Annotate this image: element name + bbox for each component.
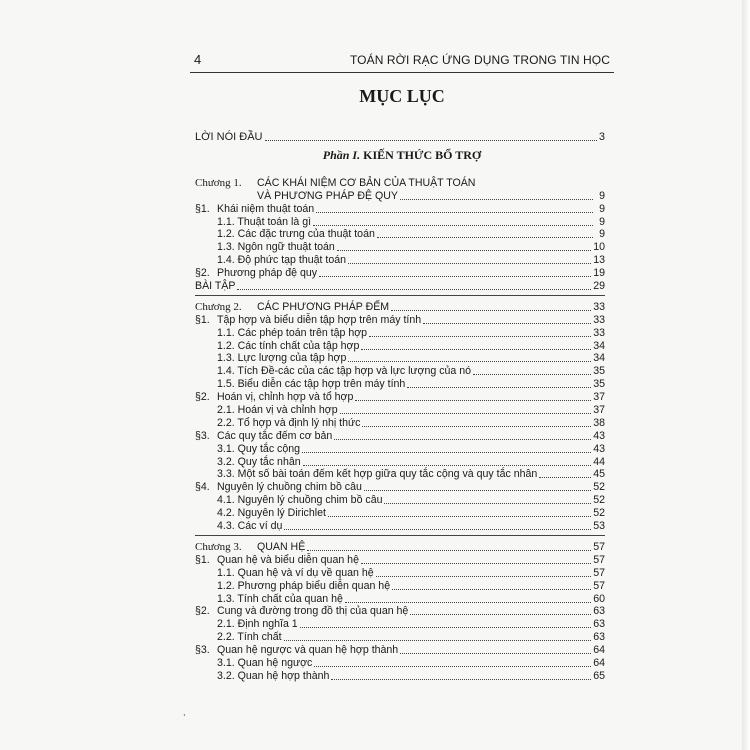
subsection-entry xyxy=(195,326,605,339)
subsection-title: 1.4. Độ phức tạp thuật toán xyxy=(217,254,347,267)
subsection-entry xyxy=(195,416,605,429)
entry-page: 64 xyxy=(593,644,605,657)
section-entry xyxy=(195,643,605,656)
subsection-entry xyxy=(195,617,605,630)
chapter-number: Chương 1. xyxy=(195,176,242,189)
subsection-entry xyxy=(195,364,605,377)
entry-page: 37 xyxy=(593,404,605,417)
printer-mark: , xyxy=(183,707,186,717)
entry-page: 9 xyxy=(599,228,605,241)
entry-page: 33 xyxy=(593,326,605,339)
entry-page: 52 xyxy=(593,481,605,494)
subsection-title: 1.1. Các phép toán trên tập hợp xyxy=(217,326,368,339)
entry-page: 35 xyxy=(593,378,605,391)
section-entry xyxy=(195,553,605,566)
subsection-title: 1.2. Các đặc trưng của thuật toán xyxy=(217,228,375,241)
section-title: Tập hợp và biểu diễn tập hợp trên máy tính xyxy=(217,313,422,326)
section-entry xyxy=(195,429,605,442)
section-title: Khái niệm thuật toán xyxy=(217,202,315,215)
section-title: Quan hệ ngược và quan hệ hợp thành xyxy=(217,644,399,657)
exercise-title: BÀI TẬP xyxy=(195,280,236,293)
subsection-entry xyxy=(195,656,605,669)
entry-page: 52 xyxy=(593,494,605,507)
entry-page: 64 xyxy=(593,656,605,669)
entry-page: 57 xyxy=(593,579,605,592)
subsection-entry xyxy=(195,377,605,390)
entry-page: 57 xyxy=(593,553,605,566)
section-entry xyxy=(195,313,605,326)
entry-page: 63 xyxy=(593,631,605,644)
preface-label: LỜI NÓI ĐẦU xyxy=(195,131,263,143)
subsection-entry xyxy=(195,566,605,579)
part-heading xyxy=(190,148,614,163)
leader-dots xyxy=(303,465,592,466)
chapter-entry xyxy=(195,540,605,553)
leader-dots xyxy=(410,614,591,615)
subsection-entry xyxy=(195,442,605,455)
section-number: §1. xyxy=(195,202,210,215)
entry-page: 10 xyxy=(593,241,605,254)
part-title: KIẾN THỨC BỔ TRỢ xyxy=(363,148,482,162)
subsection-entry xyxy=(195,403,605,416)
subsection-entry xyxy=(195,493,605,506)
section-title: Các quy tắc đếm cơ bản xyxy=(217,429,333,442)
subsection-title: 1.1. Thuật toán là gì xyxy=(217,215,312,228)
leader-dots xyxy=(316,212,593,213)
chapter-number: Chương 3. xyxy=(195,540,242,553)
chapter-entry xyxy=(195,300,605,313)
section-number: §3. xyxy=(195,429,210,442)
leader-dots xyxy=(407,387,591,388)
entry-page: 63 xyxy=(593,618,605,631)
subsection-title: 2.2. Tính chất xyxy=(217,631,282,644)
section-title: Hoán vị, chỉnh hợp và tổ hợp xyxy=(217,391,354,404)
running-title: TOÁN RỜI RẠC ỨNG DỤNG TRONG TIN HỌC xyxy=(349,53,610,67)
subsection-title: 1.5. Biểu diễn các tập hợp trên máy tính xyxy=(217,378,406,391)
section-title: Phương pháp đệ quy xyxy=(217,267,318,280)
chapter-label xyxy=(195,178,475,189)
entry-page: 34 xyxy=(593,352,605,365)
subsection-entry xyxy=(195,455,605,468)
preface-page: 3 xyxy=(598,131,605,143)
entry-page: 13 xyxy=(593,254,605,267)
subsection-title: 4.2. Nguyên lý Dirichlet xyxy=(217,507,326,520)
chapter-title: CÁC KHÁI NIỆM CƠ BẢN CỦA THUẬT TOÁN xyxy=(257,176,476,189)
entry-page: 43 xyxy=(593,442,605,455)
toc-title: MỤC LỤC xyxy=(359,86,445,106)
entry-page: 9 xyxy=(599,215,605,228)
subsection-entry xyxy=(195,669,605,682)
subsection-title: 1.2. Các tính chất của tập hợp xyxy=(217,339,360,352)
entry-page: 34 xyxy=(593,339,605,352)
entry-page: 60 xyxy=(593,592,605,605)
leader-dots xyxy=(328,516,591,517)
subsection-entry xyxy=(195,228,605,241)
entry-page: 37 xyxy=(593,391,605,404)
subsection-title: 1.3. Tính chất của quan hệ xyxy=(217,592,343,605)
subsection-entry xyxy=(195,253,605,266)
section-title: Nguyên lý chuồng chim bồ câu xyxy=(217,481,362,494)
chapter-page: 57 xyxy=(593,540,605,553)
entry-page: 9 xyxy=(599,202,605,215)
spacer xyxy=(195,166,605,172)
leader-dots xyxy=(348,361,591,362)
section-number: §1. xyxy=(195,313,210,326)
section-label xyxy=(195,268,317,279)
leader-dots xyxy=(302,452,591,453)
entry-page: 43 xyxy=(593,429,605,442)
leader-dots xyxy=(340,413,592,414)
leader-dots xyxy=(391,310,591,311)
subsection-entry xyxy=(195,352,605,365)
entry-page: 44 xyxy=(593,455,605,468)
leader-dots xyxy=(319,276,591,277)
entry-page: 57 xyxy=(593,566,605,579)
leader-dots xyxy=(331,679,591,680)
section-number: §2. xyxy=(195,605,210,618)
leader-dots xyxy=(539,477,591,478)
section-number: §4. xyxy=(195,481,210,494)
subsection-title: 3.3. Một số bài toán đếm kết hợp giữa quy tắc cộng và quy tắc nhân xyxy=(217,468,538,481)
section-entry xyxy=(195,605,605,618)
subsection-title: 3.1. Quan hệ ngược xyxy=(217,656,313,669)
section-number: §3. xyxy=(195,644,210,657)
leader-dots xyxy=(348,263,591,264)
section-label xyxy=(195,431,332,442)
section-label xyxy=(195,555,359,566)
section-number: §1. xyxy=(195,553,210,566)
leader-dots xyxy=(265,140,597,141)
part-prefix: Phần I. xyxy=(322,148,361,162)
subsection-entry xyxy=(195,339,605,352)
section-title: Cung và đường trong đồ thị của quan hệ xyxy=(217,605,409,618)
chapter-title: QUAN HỆ xyxy=(257,540,306,553)
entry-page: 63 xyxy=(593,605,605,618)
section-entry xyxy=(195,202,605,215)
subsection-title: 1.4. Tích Đề-các của các tập hợp và lực lượng của nó xyxy=(217,365,472,378)
entry-page: 38 xyxy=(593,416,605,429)
chapter-entry xyxy=(195,176,605,189)
leader-dots xyxy=(345,602,591,603)
leader-dots xyxy=(361,349,591,350)
entry-page: 19 xyxy=(593,267,605,280)
leader-dots xyxy=(314,666,591,667)
leader-dots xyxy=(392,589,591,590)
section-label xyxy=(195,204,314,215)
subsection-title: 4.1. Nguyên lý chuồng chim bồ câu xyxy=(217,494,383,507)
entry-page: 33 xyxy=(593,313,605,326)
chapter-label xyxy=(195,302,389,313)
page-edge xyxy=(742,0,750,750)
leader-dots xyxy=(384,503,591,504)
section-number: §2. xyxy=(195,267,210,280)
chapter-number: Chương 2. xyxy=(195,300,242,313)
entry-page: 52 xyxy=(593,507,605,520)
leader-dots xyxy=(369,336,591,337)
chapter-title-cont: VÀ PHƯƠNG PHÁP ĐỆ QUY xyxy=(257,189,398,202)
subsection-entry xyxy=(195,468,605,481)
leader-dots xyxy=(364,490,591,491)
subsection-entry xyxy=(195,579,605,592)
chapter-page: 9 xyxy=(599,189,605,202)
subsection-title: 1.1. Quan hệ và ví dụ về quan hệ xyxy=(217,566,374,579)
subsection-entry xyxy=(195,630,605,643)
leader-dots xyxy=(377,237,593,238)
subsection-title: 1.3. Lực lượng của tập hợp xyxy=(217,352,347,365)
chapter-page: 33 xyxy=(593,300,605,313)
leader-dots xyxy=(307,550,591,551)
subsection-title: 3.2. Quan hệ hợp thành xyxy=(217,669,330,682)
chapter-divider xyxy=(195,535,605,536)
leader-dots xyxy=(313,225,593,226)
section-entry xyxy=(195,480,605,493)
header-rule xyxy=(190,72,614,73)
subsection-title: 1.3. Ngôn ngữ thuật toán xyxy=(217,241,335,254)
chapter-divider xyxy=(195,295,605,296)
leader-dots xyxy=(400,199,593,200)
subsection-title: 1.2. Phương pháp biểu diễn quan hệ xyxy=(217,579,391,592)
leader-dots xyxy=(284,529,591,530)
subsection-entry xyxy=(195,240,605,253)
subsection-title: 2.1. Hoán vị và chỉnh hợp xyxy=(217,404,338,417)
page-number: 4 xyxy=(194,52,202,67)
leader-dots xyxy=(300,627,592,628)
leader-dots xyxy=(284,640,592,641)
subsection-title: 2.2. Tổ hợp và định lý nhị thức xyxy=(217,416,361,429)
entry-page: 45 xyxy=(593,468,605,481)
running-header xyxy=(190,50,610,70)
chapter-entry-continued xyxy=(195,189,605,202)
entry-page: 53 xyxy=(593,520,605,533)
subsection-entry xyxy=(195,592,605,605)
leader-dots xyxy=(473,374,591,375)
leader-dots xyxy=(362,426,591,427)
entry-page: 29 xyxy=(593,280,605,293)
leader-dots xyxy=(237,289,591,290)
leader-dots xyxy=(355,400,591,401)
entry-page: 35 xyxy=(593,365,605,378)
section-title: Quan hệ và biểu diễn quan hệ xyxy=(217,553,359,566)
subsection-entry xyxy=(195,215,605,228)
chapter-label xyxy=(195,542,305,553)
chapter-title: CÁC PHƯƠNG PHÁP ĐẾM xyxy=(257,300,390,313)
section-label xyxy=(195,482,362,493)
section-label xyxy=(195,392,353,403)
exercise-entry xyxy=(195,279,605,292)
leader-dots xyxy=(337,250,591,251)
subsection-title: 3.1. Quy tắc cộng xyxy=(217,442,301,455)
section-entry xyxy=(195,390,605,403)
section-label xyxy=(195,315,421,326)
section-label xyxy=(195,645,398,656)
subsection-title: 4.3. Các ví dụ xyxy=(217,520,283,533)
section-entry xyxy=(195,266,605,279)
leader-dots xyxy=(400,653,591,654)
subsection-entry xyxy=(195,506,605,519)
subsection-title: 2.1. Định nghĩa 1 xyxy=(217,618,298,631)
entry-page: 65 xyxy=(593,669,605,682)
section-number: §2. xyxy=(195,391,210,404)
table-of-contents xyxy=(195,166,605,682)
subsection-title: 3.2. Quy tắc nhân xyxy=(217,455,301,468)
leader-dots xyxy=(334,439,591,440)
leader-dots xyxy=(376,576,592,577)
subsection-entry xyxy=(195,519,605,532)
preface-entry xyxy=(195,127,605,143)
leader-dots xyxy=(423,323,591,324)
section-label xyxy=(195,606,408,617)
leader-dots xyxy=(361,563,591,564)
